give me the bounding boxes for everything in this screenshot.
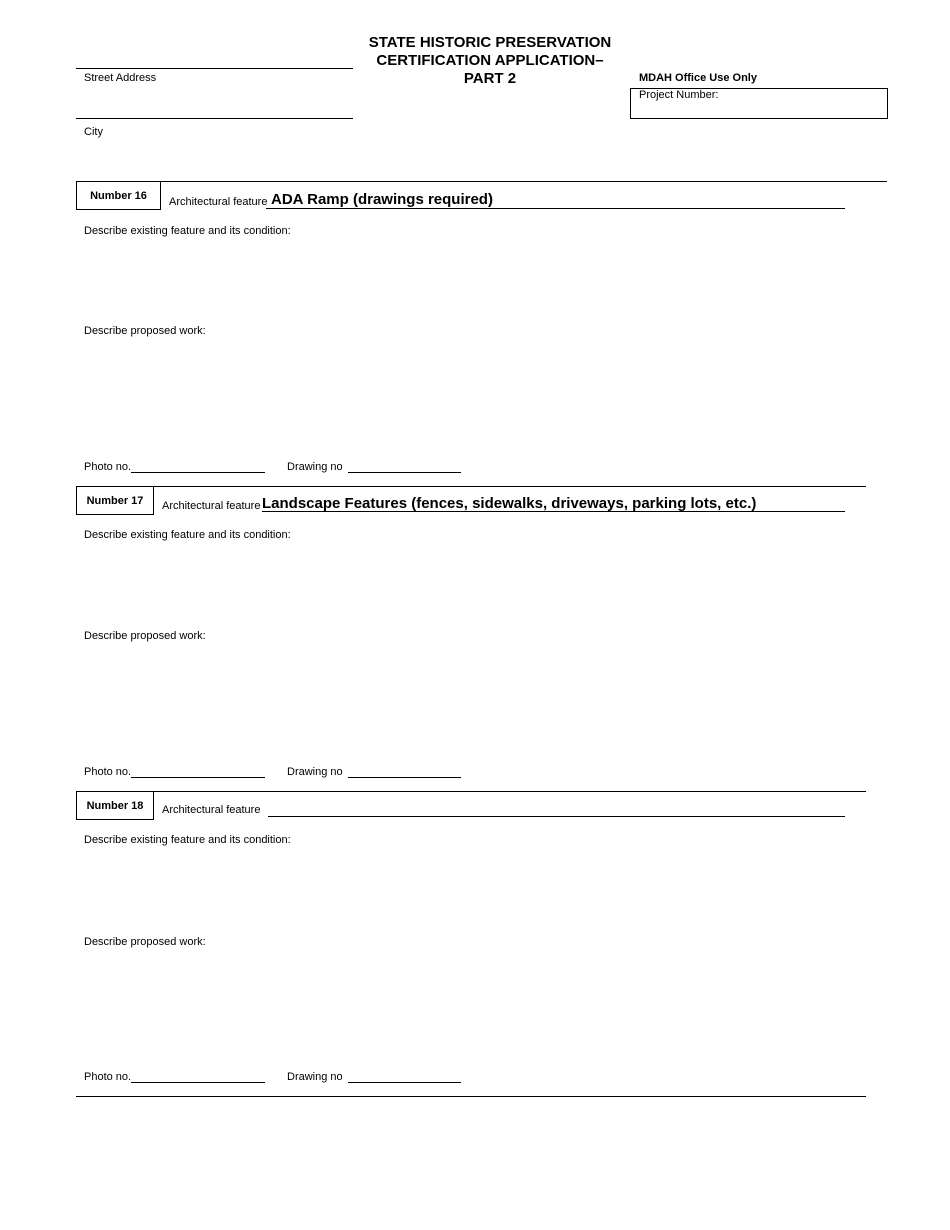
section-17-existing-label: Describe existing feature and its condition:: [84, 529, 291, 541]
section-17-feature-value[interactable]: Landscape Features (fences, sidewalks, driveways, parking lots, etc.): [262, 495, 757, 512]
title-line-3: PART 2: [463, 70, 517, 87]
section-16-drawing-field[interactable]: [348, 472, 461, 473]
city-line[interactable]: [76, 118, 353, 119]
project-number-box[interactable]: [630, 88, 888, 119]
section-17-photo-field[interactable]: [131, 777, 265, 778]
section-number: Number 17: [86, 494, 144, 507]
section-17-top-rule: [76, 486, 866, 487]
bottom-rule: [76, 1096, 866, 1097]
section-18-photo-field[interactable]: [131, 1082, 265, 1083]
section-16-photo-field[interactable]: [131, 472, 265, 473]
section-18-drawing-label: Drawing no: [287, 1071, 343, 1083]
section-16-proposed-label: Describe proposed work:: [84, 325, 206, 337]
section-17-feature-label: Architectural feature: [162, 500, 261, 512]
section-17-photo-label: Photo no.: [84, 766, 132, 778]
section-16-feature-label: Architectural feature: [169, 196, 268, 208]
city-label: City: [84, 126, 103, 138]
street-address-label: Street Address: [84, 72, 157, 84]
section-17-feature-line: [262, 511, 845, 512]
title-line-2: CERTIFICATION APPLICATION–: [376, 52, 604, 69]
section-16-top-rule: [76, 181, 887, 182]
section-17-drawing-label: Drawing no: [287, 766, 343, 778]
section-16-existing-label: Describe existing feature and its condition:: [84, 225, 291, 237]
section-17-number-box: [76, 486, 154, 515]
section-16-drawing-label: Drawing no: [287, 461, 343, 473]
section-18-existing-label: Describe existing feature and its condition:: [84, 834, 291, 846]
section-16-number-box: [76, 181, 161, 210]
section-number: Number 16: [90, 189, 147, 202]
section-18-number-box: [76, 791, 154, 820]
section-16-feature-line: [266, 208, 845, 209]
section-number: Number 18: [86, 799, 144, 812]
section-18-proposed-label: Describe proposed work:: [84, 936, 206, 948]
title-line-1: STATE HISTORIC PRESERVATION: [368, 34, 612, 51]
section-18-feature-line: [268, 816, 845, 817]
section-18-top-rule: [76, 791, 866, 792]
section-16-photo-label: Photo no.: [84, 461, 132, 473]
office-use-label: MDAH Office Use Only: [639, 72, 757, 84]
section-18-photo-label: Photo no.: [84, 1071, 132, 1083]
form-title: [340, 34, 640, 88]
section-17-drawing-field[interactable]: [348, 777, 461, 778]
section-18-drawing-field[interactable]: [348, 1082, 461, 1083]
project-number-label: Project Number:: [639, 89, 719, 101]
street-address-line[interactable]: [76, 68, 353, 69]
section-18-feature-label: Architectural feature: [162, 804, 261, 816]
section-16-feature-value[interactable]: ADA Ramp (drawings required): [271, 191, 493, 208]
section-17-proposed-label: Describe proposed work:: [84, 630, 206, 642]
